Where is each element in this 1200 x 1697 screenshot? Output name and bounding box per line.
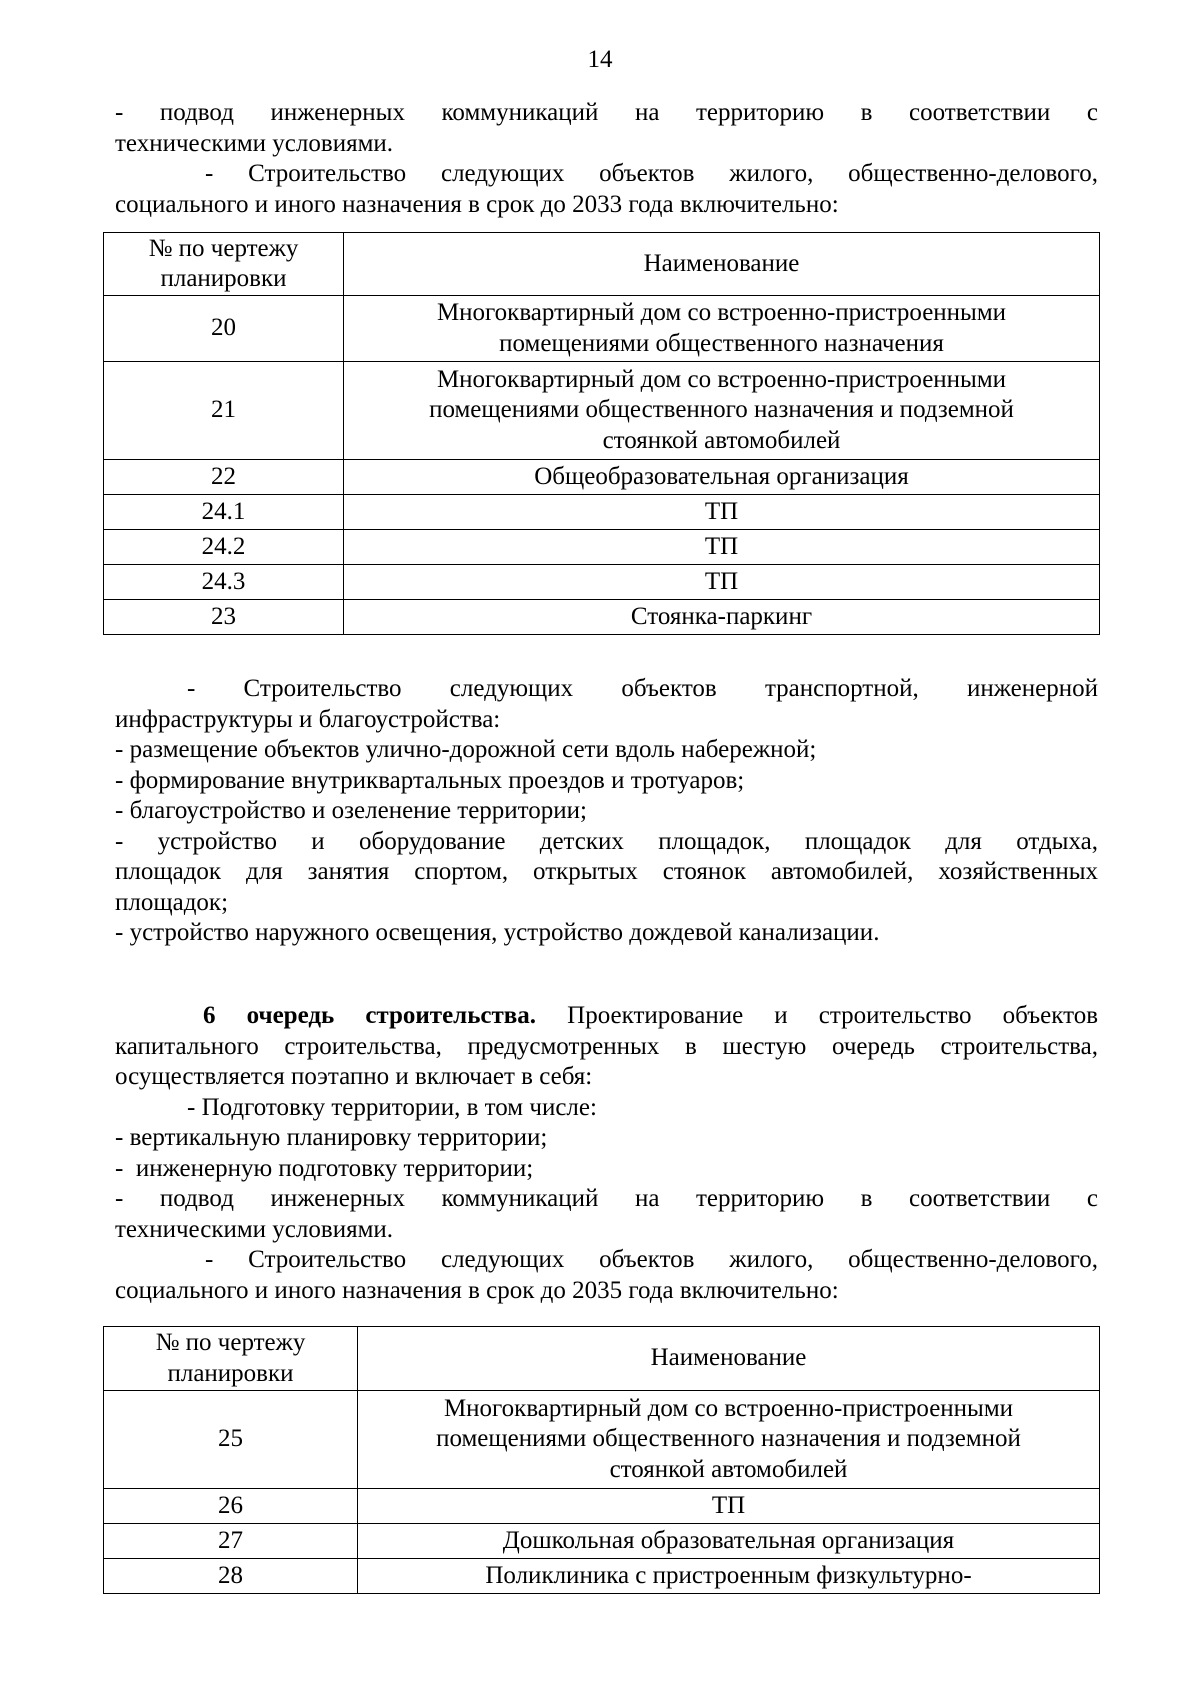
stage6-line: - инженерную подготовку территории; bbox=[115, 1154, 534, 1182]
stage6-line: - вертикальную планировку территории; bbox=[115, 1124, 548, 1151]
page-number: 14 bbox=[587, 46, 613, 73]
num-cell: 21 bbox=[104, 362, 344, 460]
intro-line: техническими условиями. bbox=[115, 129, 394, 157]
name-cell: Поликлиника с пристроенным физкультурно- bbox=[358, 1559, 1100, 1594]
intro-paragraph bbox=[115, 98, 1098, 220]
name-cell: ТП bbox=[344, 530, 1100, 565]
infra-line: - формирование внутриквартальных проездов и тротуаров; bbox=[115, 766, 745, 794]
table-row bbox=[104, 362, 1100, 460]
intro-line: социального и иного назначения в срок до 2033 года включительно: bbox=[115, 190, 839, 218]
infra-line: - Строительство следующих объектов транспортной, инженерной bbox=[187, 675, 1098, 702]
num-cell: 25 bbox=[104, 1391, 358, 1489]
num-cell: 20 bbox=[104, 296, 344, 362]
name-cell: ТП bbox=[344, 495, 1100, 530]
intro-line: - подвод инженерных коммуникаций на территорию в соответствии с bbox=[115, 99, 1098, 126]
infra-line: - устройство и оборудование детских площадок, площадок для отдыха, bbox=[115, 827, 1098, 855]
table-row bbox=[104, 1524, 1100, 1559]
name-cell: ТП bbox=[358, 1489, 1100, 1524]
objects-table-2033 bbox=[103, 232, 1100, 635]
stage6-line: осуществляется поэтапно и включает в себя: bbox=[115, 1063, 593, 1090]
header-num-cell: № по чертежу планировки bbox=[104, 233, 344, 296]
name-cell: Дошкольная образовательная организация bbox=[358, 1524, 1100, 1559]
name-cell: Многоквартирный дом со встроенно-пристроенными помещениями общественного назначения и подземной стоянкой автомобилей bbox=[344, 362, 1100, 460]
table-header-row bbox=[104, 233, 1100, 296]
name-cell: Многоквартирный дом со встроенно-пристроенными помещениями общественного назначения bbox=[344, 296, 1100, 362]
num-cell: 24.3 bbox=[104, 565, 344, 600]
stage6-line: социального и иного назначения в срок до 2035 года включительно: bbox=[115, 1276, 839, 1304]
infra-line: - благоустройство и озеленение территории; bbox=[115, 797, 587, 824]
header-num-cell: № по чертежу планировки bbox=[104, 1327, 358, 1391]
name-cell: ТП bbox=[344, 565, 1100, 600]
infrastructure-paragraph bbox=[115, 674, 1098, 949]
intro-line: - Строительство следующих объектов жилого, общественно-делового, bbox=[205, 160, 1098, 187]
name-cell: Общеобразовательная организация bbox=[344, 460, 1100, 495]
name-cell: Многоквартирный дом со встроенно-пристроенными помещениями общественного назначения и подземной стоянкой автомобилей bbox=[358, 1391, 1100, 1489]
num-cell: 23 bbox=[104, 600, 344, 635]
stage-6-paragraph bbox=[115, 1001, 1098, 1306]
stage6-first-line-rest: Проектирование и строительство объектов bbox=[536, 1002, 1098, 1029]
stage6-first-line bbox=[115, 1001, 1098, 1032]
stage6-line: капитального строительства, предусмотренных в шестую очередь строительства, bbox=[115, 1032, 1098, 1060]
table-row bbox=[104, 495, 1100, 530]
table-row bbox=[104, 1559, 1100, 1594]
stage6-heading: 6 очередь строительства. bbox=[203, 1002, 537, 1029]
stage6-line: техническими условиями. bbox=[115, 1215, 394, 1243]
table-header-row bbox=[104, 1327, 1100, 1391]
table-row bbox=[104, 1489, 1100, 1524]
infra-line: - размещение объектов улично-дорожной сети вдоль набережной; bbox=[115, 736, 817, 763]
table-row bbox=[104, 460, 1100, 495]
header-name-cell: Наименование bbox=[358, 1327, 1100, 1391]
table-row bbox=[104, 530, 1100, 565]
stage6-line: - подвод инженерных коммуникаций на территорию в соответствии с bbox=[115, 1185, 1098, 1212]
stage6-line: - Строительство следующих объектов жилого, общественно-делового, bbox=[205, 1246, 1098, 1273]
infra-line: - устройство наружного освещения, устройство дождевой канализации. bbox=[115, 919, 880, 946]
num-cell: 22 bbox=[104, 460, 344, 495]
num-cell: 24.2 bbox=[104, 530, 344, 565]
table-row bbox=[104, 600, 1100, 635]
num-cell: 26 bbox=[104, 1489, 358, 1524]
infra-line: площадок; bbox=[115, 888, 229, 916]
header-name-cell: Наименование bbox=[344, 233, 1100, 296]
num-cell: 27 bbox=[104, 1524, 358, 1559]
objects-table-2035 bbox=[103, 1326, 1100, 1594]
infra-line: инфраструктуры и благоустройства: bbox=[115, 705, 501, 733]
num-cell: 28 bbox=[104, 1559, 358, 1594]
stage6-line: - Подготовку территории, в том числе: bbox=[187, 1093, 597, 1121]
table-row bbox=[104, 1391, 1100, 1489]
name-cell: Стоянка-паркинг bbox=[344, 600, 1100, 635]
table-row bbox=[104, 565, 1100, 600]
table-row bbox=[104, 296, 1100, 362]
num-cell: 24.1 bbox=[104, 495, 344, 530]
infra-line: площадок для занятия спортом, открытых стоянок автомобилей, хозяйственных bbox=[115, 858, 1098, 885]
